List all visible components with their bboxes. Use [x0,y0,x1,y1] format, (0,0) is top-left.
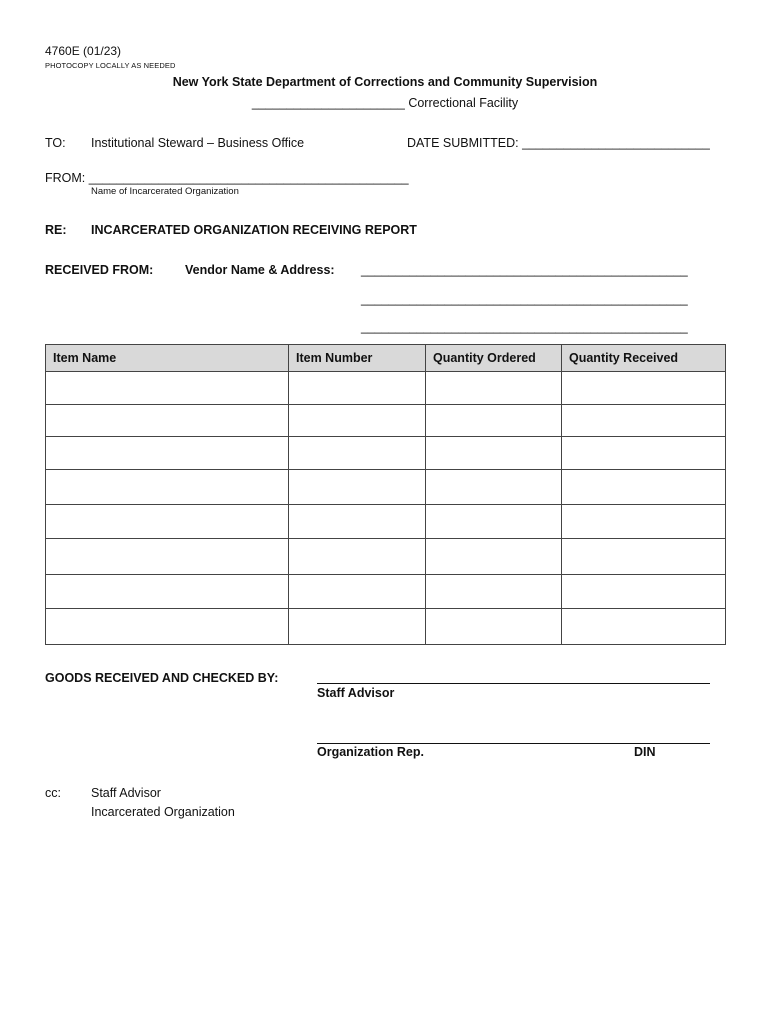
from-field [45,171,409,185]
table-cell[interactable] [289,539,426,575]
org-rep-signature-line[interactable] [317,743,710,744]
column-header: Item Number [289,345,426,372]
table-row [46,437,726,470]
form-id: 4760E (01/23) [45,44,122,58]
from-caption: Name of Incarcerated Organization [91,186,239,197]
table-cell[interactable] [46,609,289,645]
column-header: Item Name [46,345,289,372]
column-header: Quantity Received [562,345,726,372]
re-label: RE: [45,223,67,237]
table-cell[interactable] [562,609,726,645]
table-cell[interactable] [289,575,426,609]
din-caption: DIN [634,745,656,759]
to-label: TO: [45,136,66,150]
table-cell[interactable] [46,470,289,505]
table-cell[interactable] [289,405,426,437]
table-cell[interactable] [562,539,726,575]
vendor-line-3[interactable]: _______________________________________________ [361,320,688,334]
table-row [46,539,726,575]
from-blank[interactable]: ______________________________________________ [88,171,409,185]
table-row [46,372,726,405]
date-submitted-field [407,136,710,150]
agency-title: New York State Department of Corrections and Community Supervision [172,75,598,89]
table-cell[interactable] [289,505,426,539]
table-cell[interactable] [289,372,426,405]
vendor-label: Vendor Name & Address: [185,263,335,277]
table-cell[interactable] [426,575,562,609]
table-cell[interactable] [46,405,289,437]
date-submitted-label: DATE SUBMITTED: [407,136,519,150]
table-cell[interactable] [46,372,289,405]
table-cell[interactable] [426,505,562,539]
table-cell[interactable] [426,539,562,575]
table-cell[interactable] [426,470,562,505]
date-submitted-blank[interactable]: ___________________________ [522,136,710,150]
table-row [46,609,726,645]
table-cell[interactable] [562,437,726,470]
table-cell[interactable] [562,575,726,609]
table-cell[interactable] [289,437,426,470]
vendor-line-1[interactable]: _______________________________________________ [361,263,688,277]
table-row [46,405,726,437]
table-cell[interactable] [562,470,726,505]
re-value: INCARCERATED ORGANIZATION RECEIVING REPORT [91,223,417,237]
vendor-line-2[interactable]: _______________________________________________ [361,292,688,306]
table-cell[interactable] [426,405,562,437]
facility-blank[interactable]: ______________________ [251,96,405,110]
table-cell[interactable] [46,505,289,539]
table-cell[interactable] [289,470,426,505]
facility-label: Correctional Facility [408,96,519,110]
items-table [45,344,726,645]
table-cell[interactable] [46,437,289,470]
cc-recipient: Incarcerated Organization [91,805,235,819]
table-cell[interactable] [562,505,726,539]
table-row [46,575,726,609]
table-cell[interactable] [562,372,726,405]
column-header: Quantity Ordered [426,345,562,372]
from-label: FROM: [45,171,86,185]
table-cell[interactable] [426,372,562,405]
facility-line [0,96,770,110]
goods-received-label: GOODS RECEIVED AND CHECKED BY: [45,671,279,685]
org-rep-caption: Organization Rep. [317,745,424,759]
cc-label: cc: [45,786,61,800]
photocopy-note: PHOTOCOPY LOCALLY AS NEEDED [45,61,176,70]
table-cell[interactable] [289,609,426,645]
table-row [46,505,726,539]
staff-advisor-caption: Staff Advisor [317,686,395,700]
table-cell[interactable] [426,609,562,645]
table-cell[interactable] [426,437,562,470]
table-cell[interactable] [562,405,726,437]
received-from-label: RECEIVED FROM: [45,263,154,277]
table-cell[interactable] [46,539,289,575]
table-row [46,470,726,505]
table-cell[interactable] [46,575,289,609]
staff-advisor-signature-line[interactable] [317,683,710,684]
items-table-body [46,372,726,645]
to-value: Institutional Steward – Business Office [91,136,305,150]
cc-recipient: Staff Advisor [91,786,161,800]
table-header-row [46,345,726,372]
